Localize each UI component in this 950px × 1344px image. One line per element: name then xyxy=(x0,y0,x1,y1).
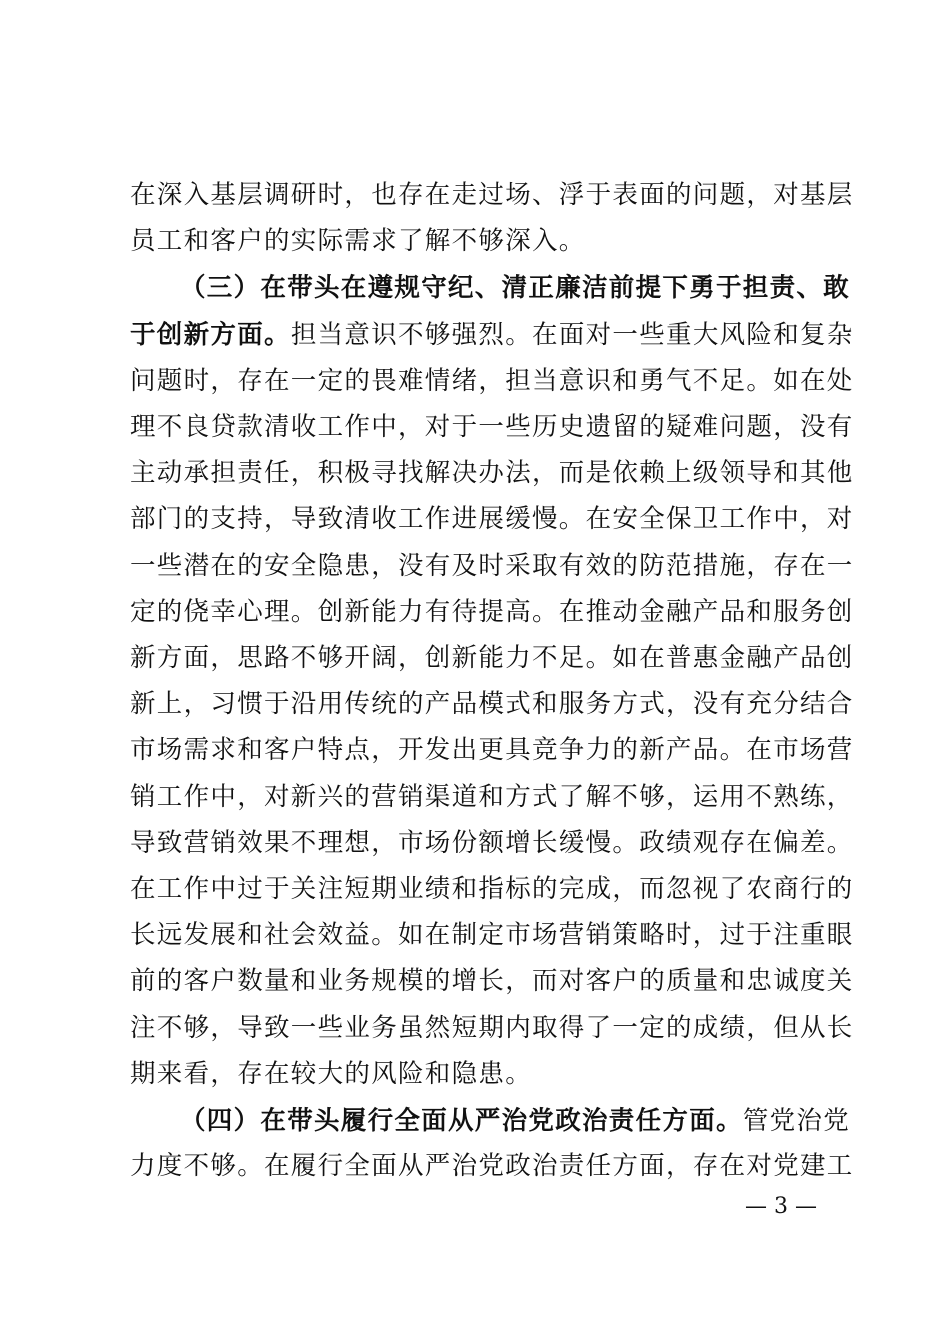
section-four-heading-line xyxy=(180,1099,851,1143)
body-line: 理不良贷款清收工作中，对于一些历史遗留的疑难问题，没有 xyxy=(130,412,854,442)
body-line: 一些潜在的安全隐患，没有及时采取有效的防范措施，存在一 xyxy=(130,551,854,581)
body-line: 问题时，存在一定的畏难情绪，担当意识和勇气不足。如在处 xyxy=(130,366,854,396)
body-line: 销工作中，对新兴的营销渠道和方式了解不够，运用不熟练， xyxy=(130,782,854,812)
section-three-heading-continuation xyxy=(130,313,854,357)
body-line: 在工作中过于关注短期业绩和指标的完成，而忽视了农商行的 xyxy=(130,874,854,904)
body-line: 主动承担责任，积极寻找解决办法，而是依赖上级领导和其他 xyxy=(130,458,854,488)
body-line: 在深入基层调研时，也存在走过场、浮于表面的问题，对基层 xyxy=(130,180,854,210)
body-line: 新方面，思路不够开阔，创新能力不足。如在普惠金融产品创 xyxy=(130,643,854,673)
section-three-heading-line: （三）在带头在遵规守纪、清正廉洁前提下勇于担责、敢 xyxy=(180,273,851,303)
body-text-segment: 担当意识不够强烈。在面对一些重大风险和复杂 xyxy=(290,320,854,350)
body-line: 定的侥幸心理。创新能力有待提高。在推动金融产品和服务创 xyxy=(130,597,854,627)
body-line: 前的客户数量和业务规模的增长，而对客户的质量和忠诚度关 xyxy=(130,966,854,996)
body-line: 市场需求和客户特点，开发出更具竞争力的新产品。在市场营 xyxy=(130,735,854,765)
body-line: 期来看，存在较大的风险和隐患。 xyxy=(130,1059,533,1089)
body-line: 部门的支持，导致清收工作进展缓慢。在安全保卫工作中，对 xyxy=(130,504,854,534)
body-line: 长远发展和社会效益。如在制定市场营销策略时，过于注重眼 xyxy=(130,920,854,950)
body-line: 员工和客户的实际需求了解不够深入。 xyxy=(130,226,586,256)
section-three-heading-end: 于创新方面。 xyxy=(130,320,291,350)
body-line: 注不够，导致一些业务虽然短期内取得了一定的成绩，但从长 xyxy=(130,1013,854,1043)
section-four-heading: （四）在带头履行全面从严治党政治责任方面。 xyxy=(180,1106,743,1136)
page-number: — 3 — xyxy=(745,1194,817,1219)
body-line: 力度不够。在履行全面从严治党政治责任方面，存在对党建工 xyxy=(130,1151,854,1181)
body-line: 新上，习惯于沿用传统的产品模式和服务方式，没有充分结合 xyxy=(130,689,854,719)
body-text-segment: 管党治党 xyxy=(742,1106,851,1136)
body-line: 导致营销效果不理想，市场份额增长缓慢。政绩观存在偏差。 xyxy=(130,828,854,858)
